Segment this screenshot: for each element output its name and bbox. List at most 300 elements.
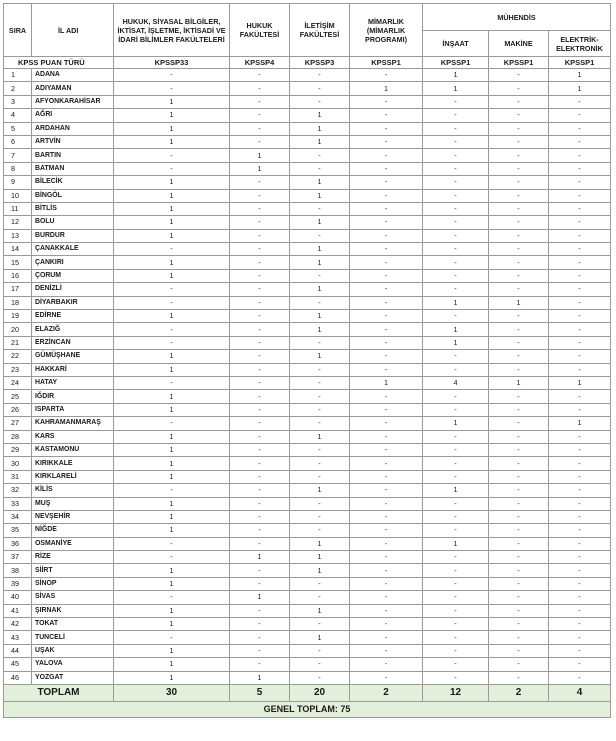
row-number: 23 [4, 363, 32, 376]
quota-cell: - [423, 390, 489, 403]
toplam-cell: 12 [423, 684, 489, 701]
quota-cell: - [230, 604, 290, 617]
quota-cell: - [489, 162, 549, 175]
quota-cell: - [350, 537, 423, 550]
quota-cell: - [230, 202, 290, 215]
quota-cell: - [350, 283, 423, 296]
quota-cell: - [549, 390, 611, 403]
quota-cell: - [230, 470, 290, 483]
table-row [4, 310, 611, 323]
toplam-cell: 5 [230, 684, 290, 701]
table-row [4, 497, 611, 510]
city-name: KASTAMONU [32, 443, 114, 456]
quota-cell: - [230, 69, 290, 82]
quota-cell: 1 [114, 202, 230, 215]
quota-cell: - [350, 336, 423, 349]
city-name: SİVAS [32, 591, 114, 604]
quota-cell: - [423, 671, 489, 684]
city-name: SİNOP [32, 577, 114, 590]
quota-cell: - [114, 149, 230, 162]
row-number: 34 [4, 510, 32, 523]
quota-cell: - [489, 604, 549, 617]
quota-cell: - [230, 443, 290, 456]
quota-cell: 1 [230, 149, 290, 162]
toplam-label: TOPLAM [4, 684, 114, 701]
row-number: 10 [4, 189, 32, 202]
quota-cell: 1 [423, 323, 489, 336]
quota-cell: 1 [290, 537, 350, 550]
quota-cell: 4 [423, 376, 489, 389]
table-row [4, 443, 611, 456]
quota-cell: 1 [114, 564, 230, 577]
quota-cell: 1 [230, 551, 290, 564]
quota-cell: 1 [114, 269, 230, 282]
quota-cell: - [423, 551, 489, 564]
quota-cell: - [549, 323, 611, 336]
quota-cell: 1 [549, 69, 611, 82]
table-row [4, 229, 611, 242]
quota-cell: 1 [423, 296, 489, 309]
city-name: ADIYAMAN [32, 82, 114, 95]
table-row [4, 109, 611, 122]
quota-cell: - [230, 631, 290, 644]
puan-turu-row [4, 57, 611, 69]
quota-cell: - [489, 109, 549, 122]
quota-cell: - [230, 283, 290, 296]
city-name: ÇORUM [32, 269, 114, 282]
quota-cell: - [423, 350, 489, 363]
quota-cell: - [489, 457, 549, 470]
city-name: HATAY [32, 376, 114, 389]
city-name: SİİRT [32, 564, 114, 577]
quota-cell: - [350, 631, 423, 644]
quota-cell: 1 [290, 310, 350, 323]
quota-cell: - [114, 591, 230, 604]
quota-cell: 1 [290, 122, 350, 135]
quota-cell: - [423, 470, 489, 483]
quota-cell: - [549, 149, 611, 162]
quota-cell: - [230, 417, 290, 430]
quota-cell: - [489, 283, 549, 296]
quota-cell: - [549, 403, 611, 416]
quota-cell: - [290, 376, 350, 389]
quota-cell: - [423, 618, 489, 631]
quota-cell: - [290, 336, 350, 349]
quota-cell: 1 [114, 135, 230, 148]
header-il-adi: İL ADI [32, 4, 114, 57]
table-row [4, 135, 611, 148]
quota-cell: - [114, 283, 230, 296]
quota-cell: - [290, 658, 350, 671]
quota-cell: - [489, 658, 549, 671]
quota-cell: - [350, 457, 423, 470]
city-name: ADANA [32, 69, 114, 82]
quota-cell: - [290, 363, 350, 376]
row-number: 6 [4, 135, 32, 148]
quota-cell: - [230, 484, 290, 497]
row-number: 7 [4, 149, 32, 162]
row-number: 19 [4, 310, 32, 323]
table-row [4, 363, 611, 376]
quota-cell: - [549, 162, 611, 175]
quota-cell: 1 [114, 457, 230, 470]
quota-cell: - [549, 95, 611, 108]
quota-cell: - [114, 162, 230, 175]
quota-cell: - [549, 363, 611, 376]
quota-cell: 1 [114, 658, 230, 671]
quota-cell: - [114, 243, 230, 256]
quota-cell: 1 [114, 497, 230, 510]
quota-cell: - [423, 443, 489, 456]
quota-cell: - [290, 403, 350, 416]
quota-cell: - [423, 631, 489, 644]
quota-cell: - [350, 443, 423, 456]
quota-cell: - [489, 149, 549, 162]
city-name: YALOVA [32, 658, 114, 671]
city-name: TUNCELİ [32, 631, 114, 644]
quota-cell: - [350, 430, 423, 443]
quota-cell: - [350, 135, 423, 148]
quota-cell: - [230, 658, 290, 671]
quota-cell: - [549, 484, 611, 497]
quota-cell: - [489, 243, 549, 256]
quota-cell: - [549, 577, 611, 590]
quota-cell: - [489, 577, 549, 590]
quota-cell: 1 [350, 82, 423, 95]
quota-cell: 1 [114, 229, 230, 242]
quota-cell: - [230, 323, 290, 336]
quota-cell: - [230, 363, 290, 376]
quota-cell: 1 [290, 243, 350, 256]
city-name: MUŞ [32, 497, 114, 510]
quota-cell: 1 [290, 176, 350, 189]
quota-cell: 1 [114, 604, 230, 617]
quota-cell: - [489, 202, 549, 215]
quota-cell: - [290, 524, 350, 537]
table-row [4, 417, 611, 430]
row-number: 41 [4, 604, 32, 617]
city-name: ŞIRNAK [32, 604, 114, 617]
quota-cell: - [423, 564, 489, 577]
header-hukuk-siyasal: HUKUK, SİYASAL BİLGİLER, İKTİSAT, İŞLETME, İKTİSADİ VE İDARİ BİLİMLER FAKÜLTELERİ [114, 4, 230, 57]
quota-cell: - [489, 484, 549, 497]
quota-cell: 1 [290, 631, 350, 644]
quota-cell: - [230, 296, 290, 309]
quota-cell: - [423, 243, 489, 256]
quota-cell: - [230, 644, 290, 657]
quota-cell: - [423, 283, 489, 296]
quota-cell: - [549, 604, 611, 617]
quota-cell: - [549, 443, 611, 456]
table-row [4, 176, 611, 189]
row-number: 22 [4, 350, 32, 363]
table-row [4, 484, 611, 497]
city-name: KIRIKKALE [32, 457, 114, 470]
quota-cell: - [350, 229, 423, 242]
quota-cell: - [230, 176, 290, 189]
quota-cell: - [549, 283, 611, 296]
quota-cell: - [350, 363, 423, 376]
quota-cell: - [350, 189, 423, 202]
row-number: 36 [4, 537, 32, 550]
quota-cell: - [549, 537, 611, 550]
city-name: BATMAN [32, 162, 114, 175]
row-number: 1 [4, 69, 32, 82]
toplam-row [4, 684, 611, 701]
row-number: 2 [4, 82, 32, 95]
quota-cell: 1 [114, 256, 230, 269]
quota-cell: - [290, 69, 350, 82]
quota-cell: - [114, 296, 230, 309]
quota-cell: - [489, 95, 549, 108]
quota-cell: - [350, 216, 423, 229]
table-row [4, 336, 611, 349]
city-name: KARS [32, 430, 114, 443]
table-row [4, 564, 611, 577]
quota-cell: 1 [290, 604, 350, 617]
quota-cell: - [423, 149, 489, 162]
city-name: YOZGAT [32, 671, 114, 684]
city-name: KIRKLARELİ [32, 470, 114, 483]
quota-cell: 1 [114, 310, 230, 323]
city-name: AFYONKARAHİSAR [32, 95, 114, 108]
table-row [4, 631, 611, 644]
toplam-cell: 2 [350, 684, 423, 701]
row-number: 31 [4, 470, 32, 483]
quota-cell: - [423, 109, 489, 122]
quota-cell: - [350, 256, 423, 269]
quota-cell: - [549, 457, 611, 470]
quota-cell: 1 [114, 216, 230, 229]
quota-cell: - [423, 644, 489, 657]
quota-cell: - [423, 524, 489, 537]
toplam-cell: 4 [549, 684, 611, 701]
row-number: 32 [4, 484, 32, 497]
quota-cell: - [489, 403, 549, 416]
quota-cell: 1 [114, 350, 230, 363]
quota-cell: 1 [230, 671, 290, 684]
city-name: BARTIN [32, 149, 114, 162]
quota-cell: - [350, 350, 423, 363]
quota-cell: - [489, 551, 549, 564]
quota-cell: 1 [230, 591, 290, 604]
row-number: 5 [4, 122, 32, 135]
city-name: GÜMÜŞHANE [32, 350, 114, 363]
quota-cell: - [350, 69, 423, 82]
city-name: HAKKARİ [32, 363, 114, 376]
quota-cell: - [423, 176, 489, 189]
row-number: 44 [4, 644, 32, 657]
quota-cell: 1 [290, 135, 350, 148]
genel-toplam-row [4, 701, 611, 717]
quota-cell: - [230, 135, 290, 148]
quota-cell: 1 [290, 350, 350, 363]
quota-cell: - [423, 430, 489, 443]
quota-cell: - [230, 390, 290, 403]
quota-table [3, 3, 611, 718]
quota-cell: - [489, 229, 549, 242]
row-number: 27 [4, 417, 32, 430]
table-row [4, 350, 611, 363]
quota-cell: - [350, 551, 423, 564]
quota-cell: 1 [290, 216, 350, 229]
quota-cell: - [114, 537, 230, 550]
quota-cell: 1 [549, 417, 611, 430]
puan-turu-cell: KPSSP1 [549, 57, 611, 69]
quota-cell: - [549, 631, 611, 644]
header-mimarlik: MİMARLIK (MİMARLIK PROGRAMI) [350, 4, 423, 57]
quota-cell: - [350, 122, 423, 135]
header-hukuk-fakultesi: HUKUK FAKÜLTESİ [230, 4, 290, 57]
city-name: KİLİS [32, 484, 114, 497]
quota-cell: - [290, 229, 350, 242]
city-name: ELAZIĞ [32, 323, 114, 336]
quota-cell: - [230, 524, 290, 537]
row-number: 37 [4, 551, 32, 564]
quota-cell: - [114, 551, 230, 564]
quota-cell: - [290, 202, 350, 215]
quota-cell: - [350, 618, 423, 631]
quota-cell: - [350, 390, 423, 403]
table-row [4, 618, 611, 631]
quota-cell: - [489, 417, 549, 430]
quota-cell: - [489, 631, 549, 644]
quota-cell: - [350, 591, 423, 604]
table-row [4, 604, 611, 617]
quota-cell: 1 [114, 122, 230, 135]
quota-cell: 1 [114, 510, 230, 523]
quota-cell: - [423, 229, 489, 242]
city-name: AĞRI [32, 109, 114, 122]
quota-cell: - [230, 256, 290, 269]
quota-cell: - [350, 109, 423, 122]
quota-cell: - [350, 470, 423, 483]
quota-cell: - [489, 644, 549, 657]
quota-cell: - [230, 269, 290, 282]
header-row-top [4, 4, 611, 31]
quota-cell: - [230, 122, 290, 135]
table-row [4, 323, 611, 336]
quota-cell: 1 [114, 671, 230, 684]
city-name: KAHRAMANMARAŞ [32, 417, 114, 430]
quota-cell: - [290, 149, 350, 162]
header-insaat: İNŞAAT [423, 31, 489, 57]
quota-cell: 1 [290, 189, 350, 202]
quota-cell: - [290, 390, 350, 403]
quota-cell: - [350, 323, 423, 336]
quota-cell: 1 [290, 256, 350, 269]
quota-cell: - [114, 323, 230, 336]
quota-cell: - [230, 510, 290, 523]
quota-cell: - [549, 658, 611, 671]
quota-cell: - [230, 457, 290, 470]
quota-cell: 1 [423, 537, 489, 550]
toplam-cell: 2 [489, 684, 549, 701]
row-number: 17 [4, 283, 32, 296]
quota-cell: - [350, 310, 423, 323]
table-row [4, 537, 611, 550]
quota-cell: - [423, 363, 489, 376]
table-row [4, 376, 611, 389]
puan-turu-label: KPSS PUAN TÜRÜ [4, 57, 114, 69]
quota-cell: - [423, 310, 489, 323]
quota-cell: - [290, 82, 350, 95]
quota-cell: - [549, 551, 611, 564]
quota-cell: 1 [423, 82, 489, 95]
quota-cell: - [230, 229, 290, 242]
row-number: 35 [4, 524, 32, 537]
table-row [4, 216, 611, 229]
quota-cell: 1 [114, 403, 230, 416]
quota-cell: - [489, 510, 549, 523]
quota-cell: - [350, 564, 423, 577]
quota-cell: - [350, 243, 423, 256]
quota-cell: 1 [423, 69, 489, 82]
table-row [4, 189, 611, 202]
puan-turu-cell: KPSSP1 [423, 57, 489, 69]
quota-cell: - [423, 457, 489, 470]
quota-cell: - [549, 256, 611, 269]
city-name: ERZİNCAN [32, 336, 114, 349]
quota-cell: - [114, 376, 230, 389]
quota-cell: - [230, 376, 290, 389]
quota-cell: - [350, 417, 423, 430]
quota-cell: - [489, 591, 549, 604]
quota-cell: - [230, 350, 290, 363]
row-number: 24 [4, 376, 32, 389]
quota-cell: - [290, 618, 350, 631]
row-number: 46 [4, 671, 32, 684]
quota-cell: - [423, 403, 489, 416]
quota-cell: - [230, 564, 290, 577]
city-name: BİLECİK [32, 176, 114, 189]
row-number: 14 [4, 243, 32, 256]
quota-cell: 1 [230, 162, 290, 175]
quota-cell: 1 [114, 470, 230, 483]
quota-cell: - [489, 69, 549, 82]
puan-turu-cell: KPSSP1 [489, 57, 549, 69]
quota-cell: 1 [423, 417, 489, 430]
toplam-cell: 20 [290, 684, 350, 701]
quota-cell: 1 [549, 82, 611, 95]
quota-cell: - [489, 497, 549, 510]
toplam-cell: 30 [114, 684, 230, 701]
quota-cell: - [290, 470, 350, 483]
quota-cell: - [489, 564, 549, 577]
quota-cell: - [230, 403, 290, 416]
quota-cell: - [423, 135, 489, 148]
row-number: 28 [4, 430, 32, 443]
quota-cell: - [230, 537, 290, 550]
quota-cell: - [549, 644, 611, 657]
city-name: IĞDIR [32, 390, 114, 403]
table-row [4, 524, 611, 537]
quota-cell: - [489, 363, 549, 376]
row-number: 40 [4, 591, 32, 604]
quota-cell: - [423, 591, 489, 604]
city-name: TOKAT [32, 618, 114, 631]
quota-cell: - [549, 524, 611, 537]
quota-cell: - [114, 336, 230, 349]
quota-cell: - [290, 510, 350, 523]
quota-cell: 1 [489, 376, 549, 389]
quota-cell: - [230, 430, 290, 443]
city-name: UŞAK [32, 644, 114, 657]
quota-cell: - [350, 524, 423, 537]
quota-cell: - [423, 122, 489, 135]
quota-cell: - [350, 510, 423, 523]
table-row [4, 470, 611, 483]
